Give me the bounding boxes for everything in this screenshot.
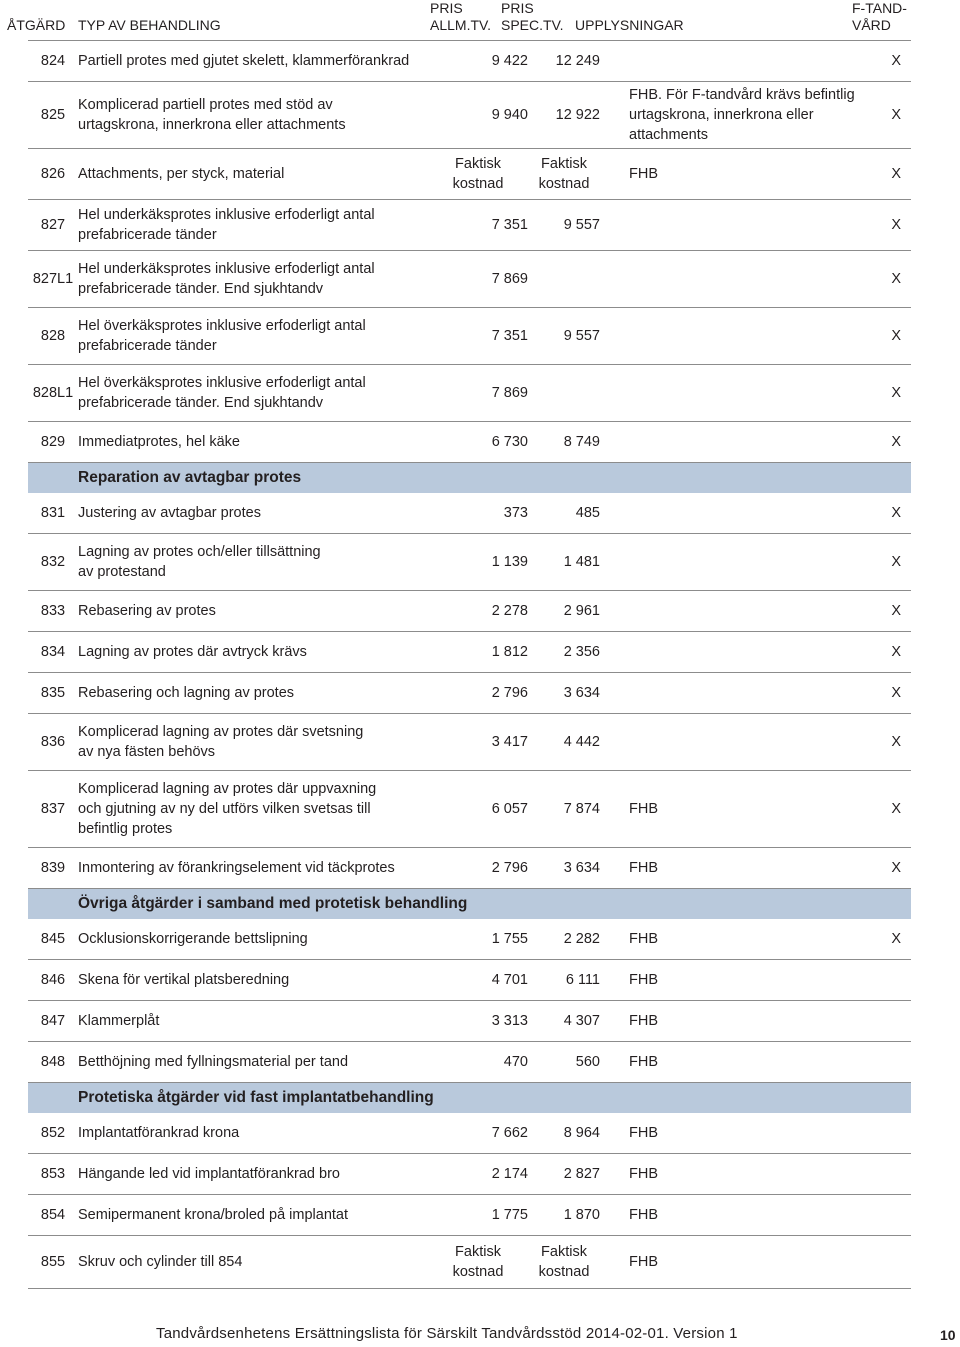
header-ft-1: F-TAND- [852, 0, 907, 16]
price-specialist [528, 552, 600, 572]
price-general-line: 1 775 [491, 1207, 528, 1223]
table-row [28, 632, 911, 673]
price-specialist [528, 858, 600, 878]
price-general [428, 1011, 528, 1031]
price-general-line: 6 730 [491, 434, 528, 450]
treatment-description [78, 95, 428, 135]
treatment-description-line: befintlig protes [78, 821, 173, 837]
treatment-description [78, 1205, 428, 1225]
section-title: Reparation av avtagbar protes [78, 469, 302, 486]
table-header [0, 0, 960, 40]
price-general [428, 215, 528, 235]
price-specialist [528, 642, 600, 662]
f-tandvard-mark: X [891, 554, 901, 570]
price-specialist-line: 12 249 [555, 53, 600, 69]
table-row [28, 771, 911, 848]
price-general [428, 503, 528, 523]
price-general-line: kostnad [452, 1264, 504, 1280]
price-general-line: 9 422 [491, 53, 528, 69]
price-specialist-line: kostnad [538, 176, 590, 192]
table-row [28, 960, 911, 1001]
treatment-description-line: prefabricerade tänder. End sjukhtandv [78, 395, 324, 411]
action-code: 847 [40, 1013, 66, 1029]
info-note [600, 1252, 871, 1272]
treatment-description-line: Semipermanent krona/broled på implantat [78, 1207, 349, 1223]
info-note-line: FHB [629, 1054, 658, 1070]
price-general [428, 383, 528, 403]
action-code: 836 [40, 734, 66, 750]
treatment-description-line: Inmontering av förankringselement vid täckprotes [78, 860, 395, 876]
section-title: Protetiska åtgärder vid fast implantatbehandling [78, 1089, 434, 1106]
f-tandvard-mark: X [891, 328, 901, 344]
price-specialist-line: 3 634 [563, 860, 600, 876]
header-allm-1: PRIS [430, 0, 463, 16]
treatment-description [78, 858, 428, 878]
treatment-description [78, 1123, 428, 1143]
info-note [600, 1123, 871, 1143]
header-ft-2: VÅRD [852, 17, 891, 33]
price-specialist-line: 2 356 [563, 644, 600, 660]
price-table [28, 40, 911, 1289]
f-tandvard-mark: X [891, 603, 901, 619]
price-specialist [528, 1011, 600, 1031]
price-general-line: 2 796 [491, 860, 528, 876]
f-tandvard-mark: X [891, 217, 901, 233]
action-code: 828 [40, 328, 66, 344]
price-specialist-line: 1 481 [563, 554, 600, 570]
f-tandvard-mark: X [891, 644, 901, 660]
treatment-description-line: urtagskrona, innerkrona eller attachments [78, 117, 346, 133]
table-row [28, 365, 911, 422]
f-tandvard-mark: X [891, 801, 901, 817]
info-note-line: urtagskrona, innerkrona eller [629, 107, 814, 123]
table-row [28, 591, 911, 632]
price-general [428, 326, 528, 346]
treatment-description-line: prefabricerade tänder [78, 227, 217, 243]
table-row [28, 1195, 911, 1236]
price-specialist [528, 1052, 600, 1072]
price-specialist-line: 8 964 [563, 1125, 600, 1141]
price-specialist-line: 485 [575, 505, 600, 521]
price-specialist-line: 6 111 [565, 972, 600, 988]
treatment-description [78, 503, 428, 523]
treatment-description [78, 642, 428, 662]
price-specialist-line: 2 827 [563, 1166, 600, 1182]
action-code: 845 [40, 931, 66, 947]
treatment-description-line: Rebasering och lagning av protes [78, 685, 295, 701]
treatment-description-line: Ocklusionskorrigerande bettslipning [78, 931, 308, 947]
price-general-line: 3 313 [491, 1013, 528, 1029]
price-specialist-line: 1 870 [563, 1207, 600, 1223]
treatment-description-line: Attachments, per styck, material [78, 166, 285, 182]
table-row [28, 149, 911, 200]
action-code: 827 [40, 217, 66, 233]
action-code: 824 [40, 53, 66, 69]
treatment-description-line: Klammerplåt [78, 1013, 160, 1029]
price-general [428, 1164, 528, 1184]
treatment-description-line: Lagning av protes och/eller tillsättning [78, 544, 321, 560]
info-note-line: attachments [629, 127, 708, 143]
action-code: 839 [40, 860, 66, 876]
action-code: 837 [40, 801, 66, 817]
price-specialist-line: kostnad [538, 1264, 590, 1280]
price-general-line: 1 139 [491, 554, 528, 570]
table-row [28, 1236, 911, 1289]
price-specialist [528, 51, 600, 71]
action-code: 853 [40, 1166, 66, 1182]
table-row [28, 1154, 911, 1195]
treatment-description [78, 722, 428, 762]
action-code: 855 [40, 1254, 66, 1270]
price-specialist [528, 326, 600, 346]
price-specialist-line: Faktisk [541, 1244, 587, 1260]
action-code: 846 [40, 972, 66, 988]
price-specialist-line: 2 961 [563, 603, 600, 619]
price-general-line: 9 940 [491, 107, 528, 123]
price-general-line: 373 [503, 505, 528, 521]
treatment-description [78, 683, 428, 703]
treatment-description-line: Skruv och cylinder till 854 [78, 1254, 243, 1270]
treatment-description-line: Hel underkäksprotes inklusive erfoderligt antal [78, 207, 375, 223]
f-tandvard-mark: X [891, 53, 901, 69]
price-general [428, 1052, 528, 1072]
treatment-description-line: av nya fästen behövs [78, 744, 216, 760]
f-tandvard-mark: X [891, 505, 901, 521]
price-specialist [528, 105, 600, 125]
action-code: 828L1 [32, 385, 74, 401]
price-general [428, 601, 528, 621]
price-general [428, 683, 528, 703]
treatment-description-line: och gjutning av ny del utförs vilken svetsas till [78, 801, 371, 817]
price-general [428, 432, 528, 452]
info-note [600, 799, 871, 819]
treatment-description-line: Betthöjning med fyllningsmaterial per tand [78, 1054, 349, 1070]
price-specialist-line: 560 [575, 1054, 600, 1070]
treatment-description-line: Komplicerad lagning av protes där uppvaxning [78, 781, 377, 797]
info-note [600, 929, 871, 949]
table-row [28, 848, 911, 889]
info-note-line: FHB [629, 1013, 658, 1029]
price-specialist [528, 432, 600, 452]
info-note [600, 164, 871, 184]
treatment-description [78, 432, 428, 452]
price-general-line: 2 796 [491, 685, 528, 701]
price-general [428, 732, 528, 752]
price-specialist [528, 683, 600, 703]
info-note-line: FHB [629, 972, 658, 988]
price-general-line: Faktisk [455, 1244, 501, 1260]
table-row [28, 1042, 911, 1083]
price-specialist [528, 154, 600, 194]
info-note-line: FHB [629, 1254, 658, 1270]
price-specialist [528, 1242, 600, 1282]
info-note [600, 1164, 871, 1184]
f-tandvard-mark: X [891, 107, 901, 123]
table-row [28, 1113, 911, 1154]
price-general [428, 1242, 528, 1282]
treatment-description [78, 51, 428, 71]
treatment-description-line: Komplicerad lagning av protes där svetsning [78, 724, 364, 740]
price-specialist [528, 503, 600, 523]
section-title: Övriga åtgärder i samband med protetisk behandling [78, 895, 468, 912]
price-general-line: 7 351 [491, 217, 528, 233]
action-code: 832 [40, 554, 66, 570]
action-code: 833 [40, 603, 66, 619]
price-specialist-line: 8 749 [563, 434, 600, 450]
treatment-description-line: Justering av avtagbar protes [78, 505, 261, 521]
price-general [428, 269, 528, 289]
treatment-description-line: Hel underkäksprotes inklusive erfoderligt antal [78, 261, 375, 277]
f-tandvard-mark: X [891, 860, 901, 876]
price-general-line: 1 812 [491, 644, 528, 660]
treatment-description [78, 1052, 428, 1072]
action-code: 829 [40, 434, 66, 450]
treatment-description-line: Hel överkäksprotes inklusive erfoderligt antal [78, 375, 366, 391]
price-general [428, 552, 528, 572]
f-tandvard-mark: X [891, 434, 901, 450]
action-code: 854 [40, 1207, 66, 1223]
price-general-line: 1 755 [491, 931, 528, 947]
price-general-line: 7 869 [491, 385, 528, 401]
info-note [600, 858, 871, 878]
info-note [600, 85, 871, 145]
treatment-description-line: Komplicerad partiell protes med stöd av [78, 97, 333, 113]
footer-text: Tandvårdsenhetens Ersättningslista för Särskilt Tandvårdsstöd 2014-02-01. Version 1 [156, 1325, 738, 1342]
f-tandvard-mark: X [891, 271, 901, 287]
price-specialist-line: 3 634 [563, 685, 600, 701]
header-code: ÅTGÄRD [7, 17, 66, 33]
treatment-description-line: Hel överkäksprotes inklusive erfoderligt antal [78, 318, 366, 334]
price-general-line: kostnad [452, 176, 504, 192]
table-row [28, 82, 911, 149]
price-specialist [528, 1164, 600, 1184]
price-general [428, 970, 528, 990]
price-specialist-line: 7 874 [563, 801, 600, 817]
price-general-line: 2 174 [491, 1166, 528, 1182]
price-specialist-line: 4 442 [563, 734, 600, 750]
price-specialist-line: 12 922 [555, 107, 600, 123]
price-specialist-line: 2 282 [563, 931, 600, 947]
action-code: 835 [40, 685, 66, 701]
action-code: 852 [40, 1125, 66, 1141]
table-row [28, 40, 911, 82]
info-note-line: FHB. För F-tandvård krävs befintlig [629, 87, 855, 103]
price-general [428, 929, 528, 949]
info-note-line: FHB [629, 166, 658, 182]
info-note-line: FHB [629, 931, 658, 947]
treatment-description-line: prefabricerade tänder. End sjukhtandv [78, 281, 324, 297]
price-general-line: 3 417 [491, 734, 528, 750]
header-info: UPPLYSNINGAR [575, 17, 684, 33]
page-number: 10 [940, 1327, 956, 1343]
treatment-description [78, 373, 428, 413]
treatment-description-line: Immediatprotes, hel käke [78, 434, 240, 450]
table-row [28, 673, 911, 714]
section-heading [28, 889, 911, 919]
section-heading [28, 1083, 911, 1113]
price-specialist [528, 970, 600, 990]
table-row [28, 308, 911, 365]
price-specialist [528, 1205, 600, 1225]
header-allm-2: ALLM.TV. [430, 17, 491, 33]
header-type: TYP AV BEHANDLING [78, 17, 221, 33]
treatment-description-line: Rebasering av protes [78, 603, 216, 619]
action-code: 834 [40, 644, 66, 660]
info-note [600, 1205, 871, 1225]
treatment-description-line: Skena för vertikal platsberedning [78, 972, 290, 988]
price-general [428, 1123, 528, 1143]
price-specialist [528, 215, 600, 235]
price-specialist [528, 929, 600, 949]
treatment-description [78, 779, 428, 839]
header-spec-1: PRIS [501, 0, 534, 16]
price-specialist-line: 9 557 [563, 328, 600, 344]
price-general [428, 858, 528, 878]
price-specialist [528, 601, 600, 621]
treatment-description [78, 259, 428, 299]
price-general [428, 105, 528, 125]
action-code: 827L1 [32, 271, 74, 287]
price-specialist [528, 1123, 600, 1143]
treatment-description [78, 601, 428, 621]
price-general-line: Faktisk [455, 156, 501, 172]
price-general-line: 6 057 [491, 801, 528, 817]
f-tandvard-mark: X [891, 385, 901, 401]
f-tandvard-mark: X [891, 931, 901, 947]
price-general-line: 4 701 [491, 972, 528, 988]
table-row [28, 251, 911, 308]
action-code: 831 [40, 505, 66, 521]
f-tandvard-mark: X [891, 166, 901, 182]
price-general-line: 7 662 [491, 1125, 528, 1141]
table-row [28, 200, 911, 251]
table-row [28, 493, 911, 534]
info-note-line: FHB [629, 801, 658, 817]
price-specialist-line: Faktisk [541, 156, 587, 172]
price-specialist-line: 9 557 [563, 217, 600, 233]
header-spec-2: SPEC.TV. [501, 17, 564, 33]
price-general [428, 1205, 528, 1225]
action-code: 848 [40, 1054, 66, 1070]
price-general-line: 470 [503, 1054, 528, 1070]
treatment-description [78, 164, 428, 184]
treatment-description-line: Hängande led vid implantatförankrad bro [78, 1166, 340, 1182]
treatment-description [78, 316, 428, 356]
price-general-line: 7 869 [491, 271, 528, 287]
f-tandvard-mark: X [891, 685, 901, 701]
treatment-description-line: Partiell protes med gjutet skelett, klammerförankrad [78, 53, 410, 69]
treatment-description [78, 205, 428, 245]
f-tandvard-mark: X [891, 734, 901, 750]
treatment-description-line: prefabricerade tänder [78, 338, 217, 354]
info-note-line: FHB [629, 1207, 658, 1223]
treatment-description [78, 1011, 428, 1031]
price-general [428, 799, 528, 819]
table-row [28, 422, 911, 463]
treatment-description-line: Lagning av protes där avtryck krävs [78, 644, 307, 660]
price-general [428, 642, 528, 662]
info-note [600, 970, 871, 990]
treatment-description-line: av protestand [78, 564, 166, 580]
price-specialist [528, 732, 600, 752]
info-note-line: FHB [629, 860, 658, 876]
table-row [28, 1001, 911, 1042]
info-note-line: FHB [629, 1166, 658, 1182]
table-row [28, 714, 911, 771]
price-specialist-line: 4 307 [563, 1013, 600, 1029]
treatment-description [78, 970, 428, 990]
treatment-description-line: Implantatförankrad krona [78, 1125, 240, 1141]
price-general-line: 2 278 [491, 603, 528, 619]
info-note [600, 1052, 871, 1072]
action-code: 826 [40, 166, 66, 182]
treatment-description [78, 542, 428, 582]
info-note-line: FHB [629, 1125, 658, 1141]
table-row [28, 919, 911, 960]
price-specialist [528, 799, 600, 819]
treatment-description [78, 929, 428, 949]
action-code: 825 [40, 107, 66, 123]
treatment-description [78, 1252, 428, 1272]
price-general [428, 154, 528, 194]
table-row [28, 534, 911, 591]
price-general-line: 7 351 [491, 328, 528, 344]
info-note [600, 1011, 871, 1031]
treatment-description [78, 1164, 428, 1184]
section-heading [28, 463, 911, 493]
price-general [428, 51, 528, 71]
